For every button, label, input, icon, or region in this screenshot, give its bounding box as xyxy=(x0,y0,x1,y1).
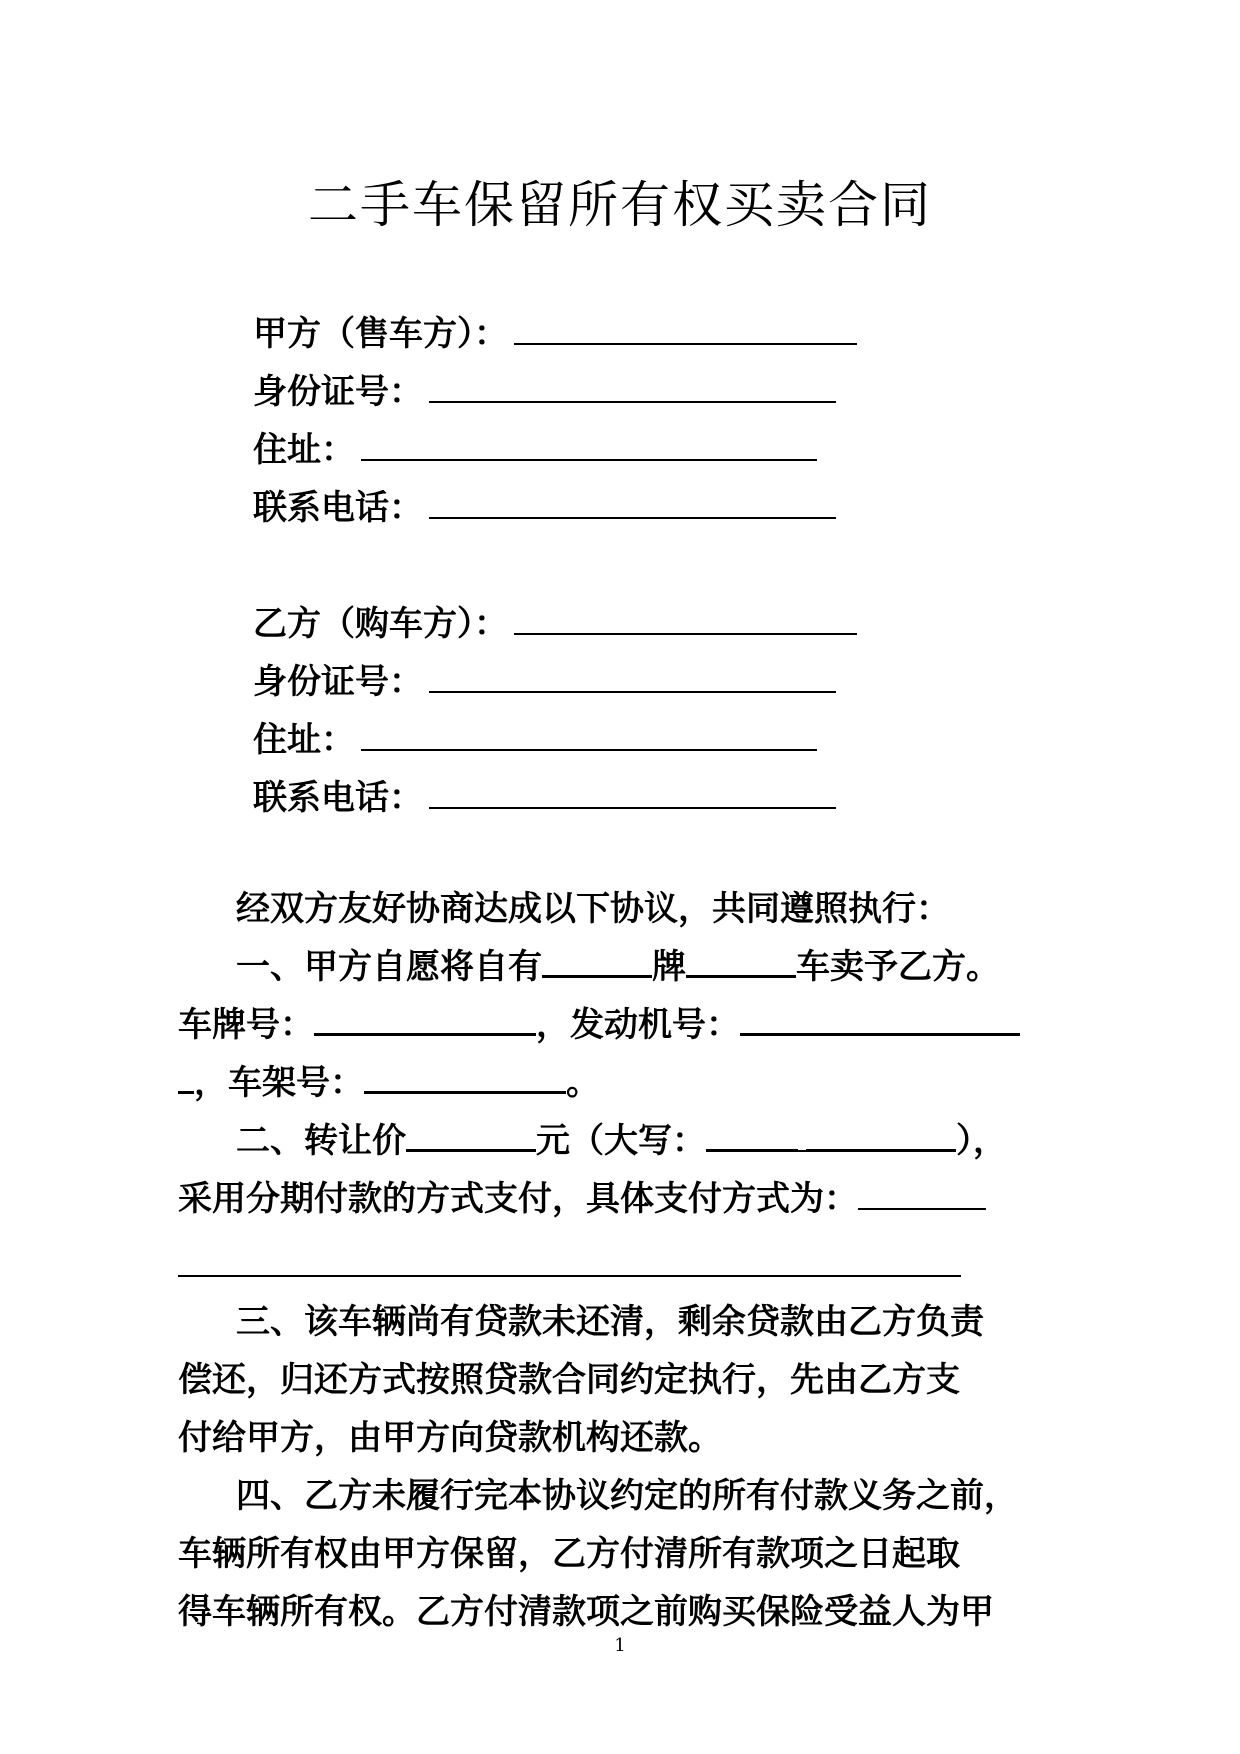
party-b-id-blank[interactable] xyxy=(429,653,836,693)
frame-blank[interactable] xyxy=(364,1055,566,1094)
party-b-id-field xyxy=(253,653,836,703)
plate-blank[interactable] xyxy=(314,997,536,1036)
clause-1-text-c: 车卖予乙方。 xyxy=(796,947,1000,987)
frame-label: ，车架号： xyxy=(194,1063,364,1103)
clause-4-line-1: 四、乙方未履行完本协议约定的所有付款义务之前， xyxy=(236,1476,1018,1516)
party-b-address-label: 住址： xyxy=(253,720,355,760)
engine-blank[interactable] xyxy=(740,997,1020,1036)
party-a-id-blank[interactable] xyxy=(429,363,836,403)
party-b-name-label: 乙方（购车方）： xyxy=(253,604,508,644)
clause-1-text-a: 一、甲方自愿将自有 xyxy=(236,947,542,987)
party-b-id-label: 身份证号： xyxy=(253,662,423,702)
party-b-address-field xyxy=(253,711,817,761)
party-a-name-blank[interactable] xyxy=(514,305,857,345)
party-b-name-blank[interactable] xyxy=(514,595,857,635)
party-a-address-blank[interactable] xyxy=(361,421,817,461)
model-blank[interactable] xyxy=(686,939,796,978)
clause-2-text-b: 元（大写： xyxy=(536,1121,706,1161)
price-blank[interactable] xyxy=(406,1113,536,1152)
party-a-name-field xyxy=(253,305,857,355)
price-words-gap xyxy=(798,1114,806,1152)
clause-1-line-3 xyxy=(178,1054,1078,1112)
engine-blank-continued[interactable] xyxy=(178,1055,194,1094)
price-words-blank-2[interactable] xyxy=(806,1113,956,1152)
party-a-phone-blank[interactable] xyxy=(429,479,836,519)
payment-method-blank[interactable] xyxy=(858,1172,986,1210)
payment-method-blank-line-2[interactable] xyxy=(178,1275,961,1277)
brand-blank[interactable] xyxy=(542,939,652,978)
party-b-address-blank[interactable] xyxy=(361,711,817,751)
party-a-id-label: 身份证号： xyxy=(253,372,423,412)
clause-2-text-d: 采用分期付款的方式支付，具体支付方式为： xyxy=(178,1179,858,1219)
party-a-address-label: 住址： xyxy=(253,430,355,470)
clause-1-line-2 xyxy=(178,996,1078,1054)
intro-paragraph: 经双方友好协商达成以下协议，共同遵照执行： xyxy=(236,889,950,929)
clause-2-text-c: ）， xyxy=(956,1121,1007,1161)
party-b-phone-field xyxy=(253,769,836,819)
party-a-id-field xyxy=(253,363,836,413)
clause-4-line-3: 得车辆所有权。乙方付清款项之前购买保险受益人为甲 xyxy=(178,1592,994,1632)
clause-2-text-a: 二、转让价 xyxy=(236,1121,406,1161)
page-title: 二手车保留所有权买卖合同 xyxy=(308,176,932,234)
clause-3-line-2: 偿还，归还方式按照贷款合同约定执行，先由乙方支 xyxy=(178,1360,960,1400)
engine-label: ，发动机号： xyxy=(536,1005,740,1045)
party-a-phone-label: 联系电话： xyxy=(253,488,423,528)
party-b-phone-blank[interactable] xyxy=(429,769,836,809)
party-a-address-field xyxy=(253,421,817,471)
page-number: 1 xyxy=(614,1635,626,1656)
clause-4-line-2: 车辆所有权由甲方保留，乙方付清所有款项之日起取 xyxy=(178,1534,960,1574)
clause-1-line-1 xyxy=(236,938,1136,996)
clause-3-line-1: 三、该车辆尚有贷款未还清，剩余贷款由乙方负责 xyxy=(236,1302,984,1342)
party-b-phone-label: 联系电话： xyxy=(253,778,423,818)
price-words-blank-1[interactable] xyxy=(706,1113,798,1152)
clause-2-line-1 xyxy=(236,1112,1136,1170)
party-b-name-field xyxy=(253,595,857,645)
party-a-name-label: 甲方（售车方）： xyxy=(253,314,508,354)
clause-2-line-2 xyxy=(178,1170,1078,1228)
plate-label: 车牌号： xyxy=(178,1005,314,1045)
clause-1-end: 。 xyxy=(566,1063,600,1103)
clause-3-line-3: 付给甲方，由甲方向贷款机构还款。 xyxy=(178,1418,722,1458)
clause-1-text-b: 牌 xyxy=(652,947,686,987)
party-a-phone-field xyxy=(253,479,836,529)
